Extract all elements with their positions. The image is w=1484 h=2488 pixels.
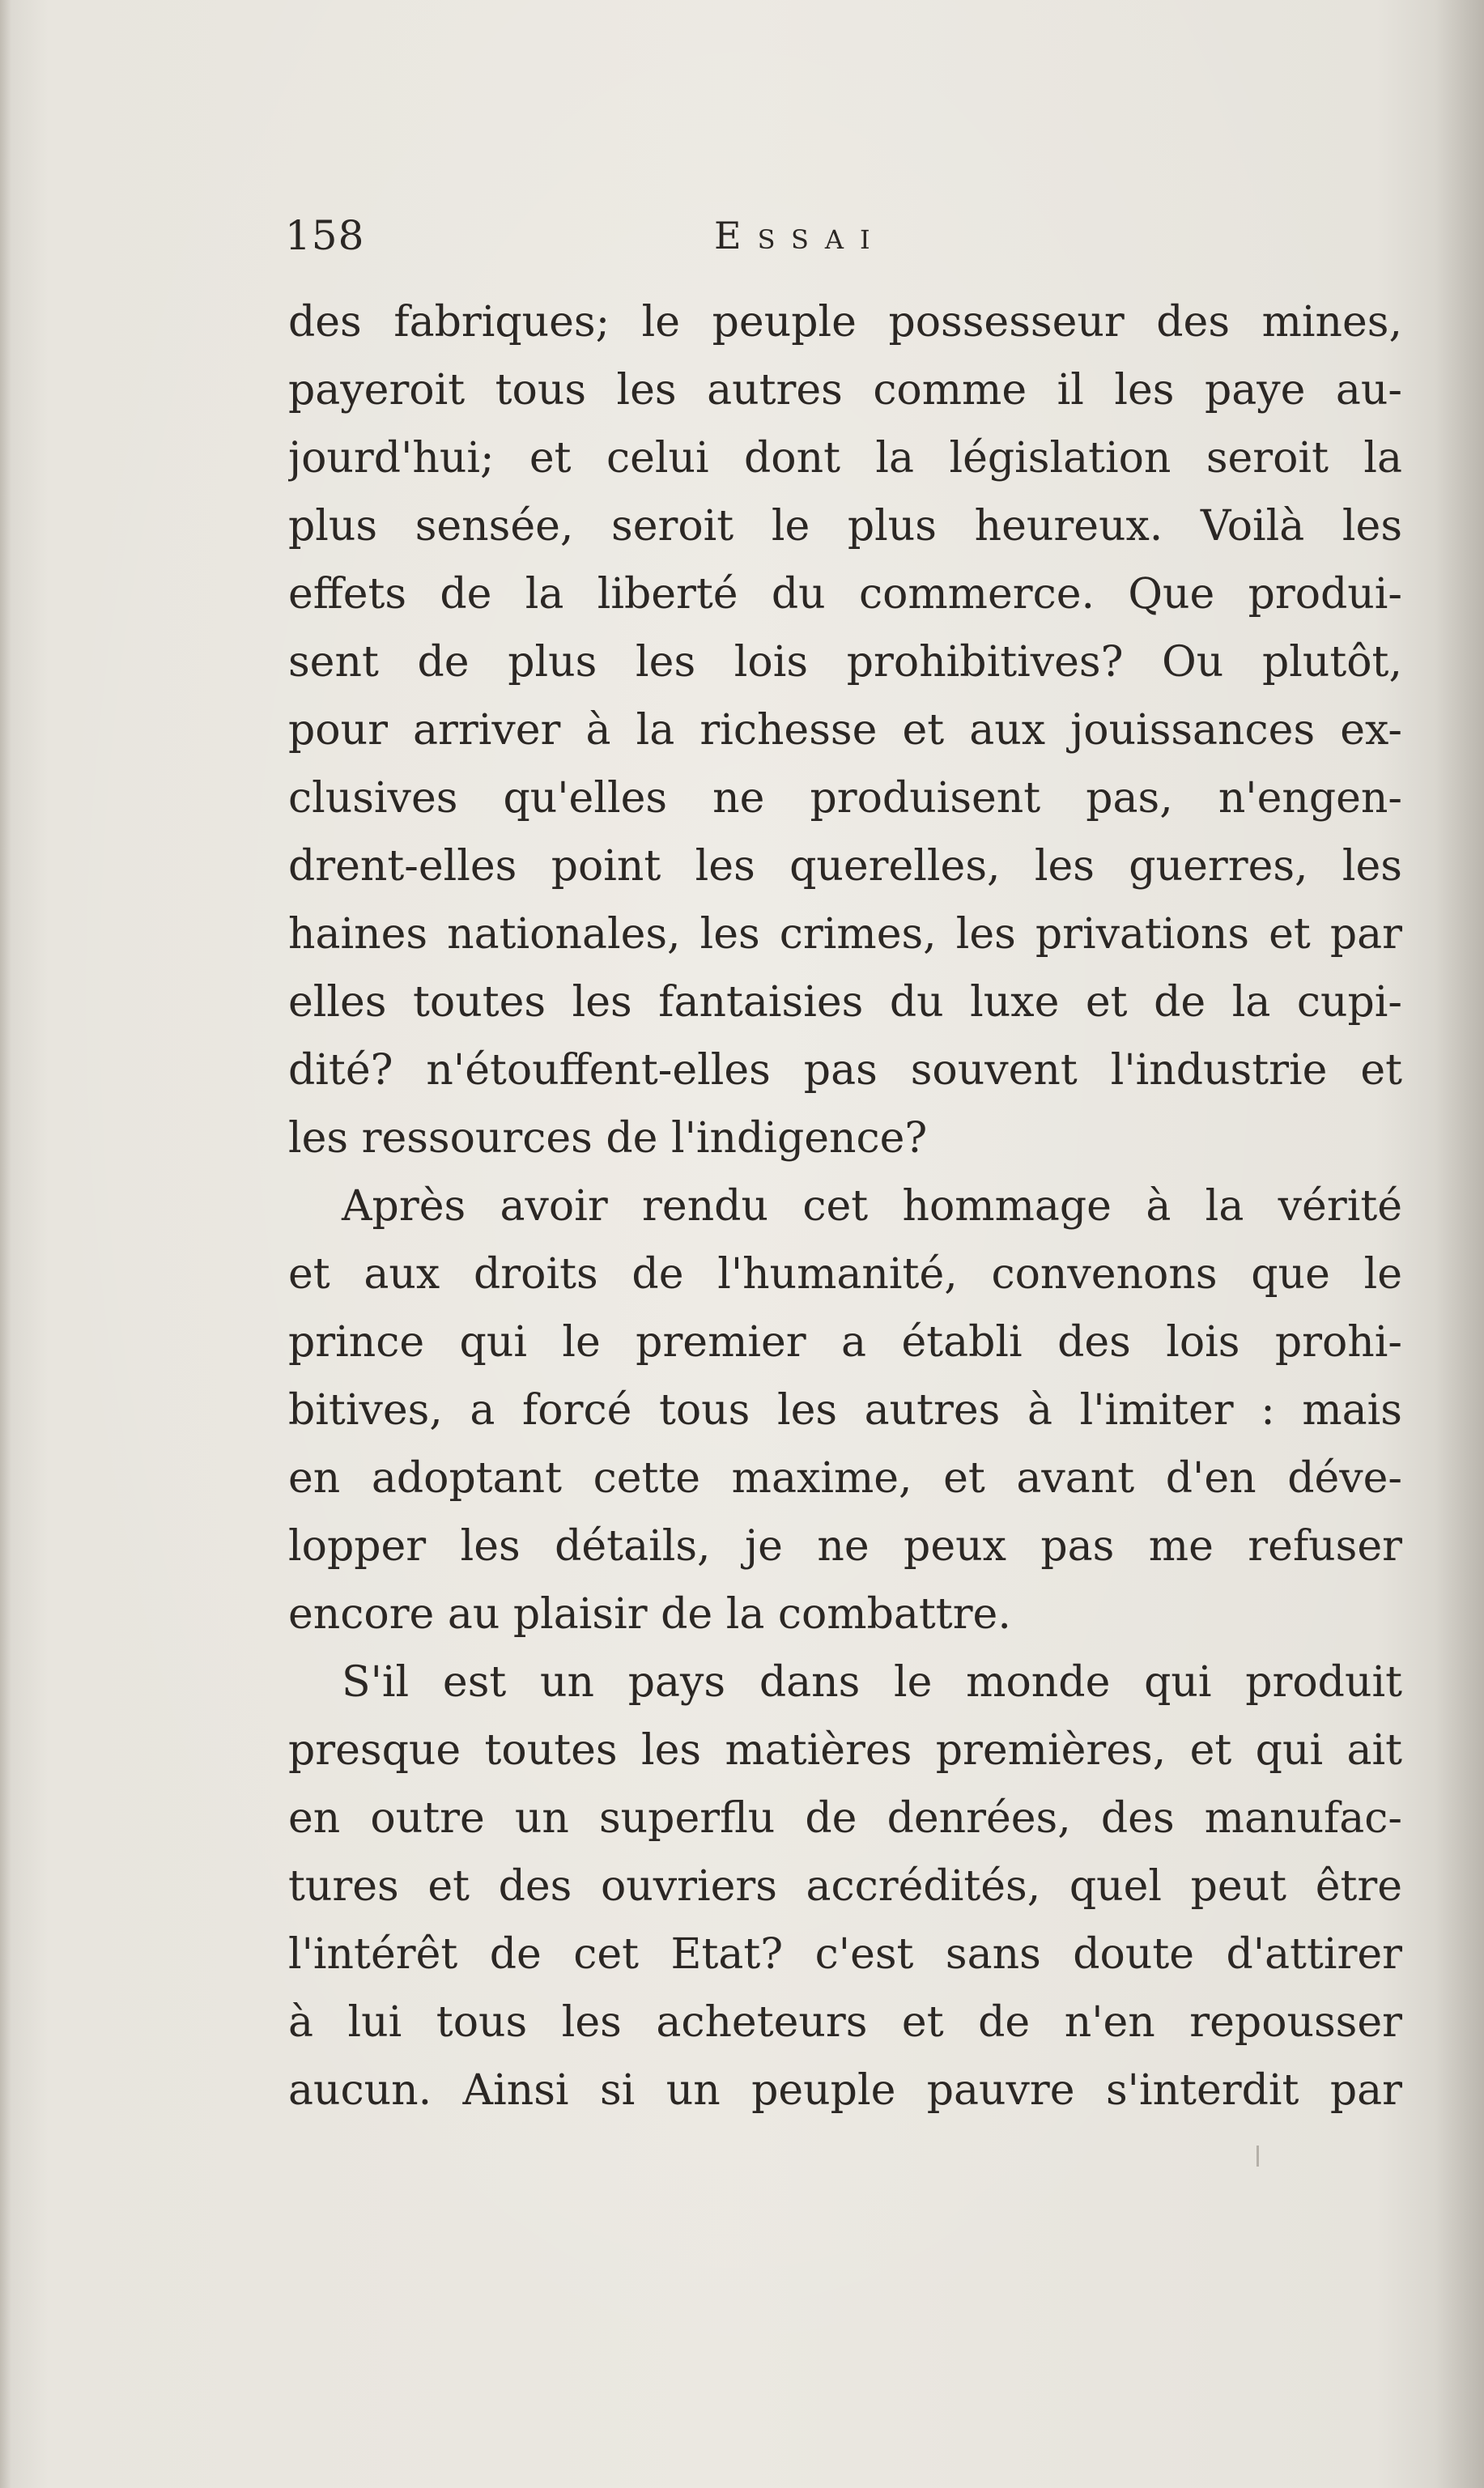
text-line: pour arriver à la richesse et aux jouissances ex- [288,706,1402,755]
text-line: S'il est un pays dans le monde qui produit [342,1658,1402,1707]
page-header [285,212,1402,269]
text-line: sent de plus les lois prohibitives? Ou plutôt, [288,638,1402,687]
text-line: effets de la liberté du commerce. Que produi- [288,570,1402,619]
paper-blemish [1257,2146,1259,2167]
text-line: presque toutes les matières premières, et qui ait [288,1726,1402,1775]
text-line: prince qui le premier a établi des lois prohi- [288,1318,1402,1367]
text-line: jourd'hui; et celui dont la législation seroit la [288,434,1402,483]
text-line: l'intérêt de cet Etat? c'est sans doute d'attirer [288,1930,1402,1979]
page-number: 158 [285,212,365,259]
text-line: drent-elles point les querelles, les guerres, les [288,842,1402,891]
page-gutter-shadow [1435,0,1484,2488]
text-line: plus sensée, seroit le plus heureux. Voilà les [288,502,1402,551]
text-line: lopper les détails, je ne peux pas me refuser [288,1522,1402,1571]
text-line: elles toutes les fantaisies du luxe et de la cupi- [288,978,1402,1027]
text-line: les ressources de l'indigence? [288,1114,928,1163]
text-line: et aux droits de l'humanité, convenons que le [288,1250,1402,1299]
text-line: dité? n'étouffent-elles pas souvent l'industrie et [288,1046,1402,1095]
text-line: à lui tous les acheteurs et de n'en repousser [288,1998,1402,2047]
text-line: des fabriques; le peuple possesseur des mines, [288,298,1402,347]
page-left-edge [0,0,11,2488]
text-line: haines nationales, les crimes, les privations et par [288,910,1402,959]
text-line: clusives qu'elles ne produisent pas, n'engen- [288,774,1402,823]
text-line: payeroit tous les autres comme il les paye au- [288,366,1402,415]
text-line: tures et des ouvriers accrédités, quel peut être [288,1862,1402,1911]
text-line: en outre un superflu de denrées, des manufac- [288,1794,1402,1843]
text-line: en adoptant cette maxime, et avant d'en déve- [288,1454,1402,1503]
text-line: Après avoir rendu cet hommage à la vérité [342,1182,1402,1231]
text-line: aucun. Ainsi si un peuple pauvre s'interdit par [288,2066,1402,2115]
body-text [288,288,1402,2124]
text-line: encore au plaisir de la combattre. [288,1590,1011,1639]
text-line: bitives, a forcé tous les autres à l'imiter : mais [288,1386,1402,1435]
running-head: Essai [714,214,887,257]
